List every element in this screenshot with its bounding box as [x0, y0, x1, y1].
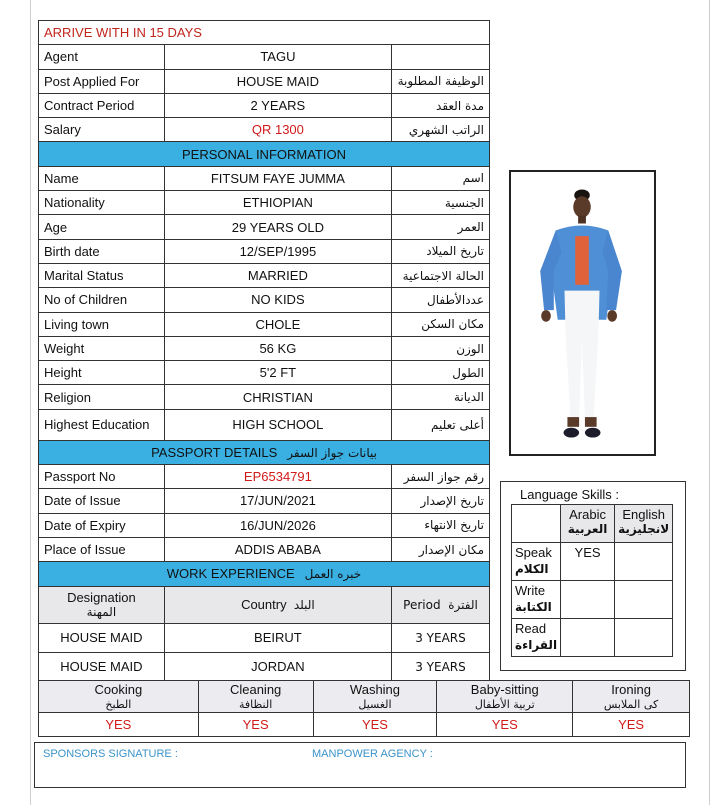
language-header-row: [512, 505, 673, 543]
personal-row: [39, 288, 490, 312]
duty-label: Cleaning: [229, 681, 282, 697]
period-header-arabic: الفترة: [448, 597, 478, 612]
language-col-label: Arabic: [569, 507, 606, 522]
field-label-arabic: مكان الإصدار: [391, 537, 489, 561]
personal-row: [39, 166, 490, 190]
duty-label-arabic: الغسيل: [358, 697, 392, 711]
field-value: ETHIOPIAN: [164, 191, 391, 215]
work-experience-banner: [39, 562, 490, 586]
passport-row: [39, 537, 490, 561]
field-label: Contract Period: [39, 93, 165, 117]
field-value: 29 YEARS OLD: [164, 215, 391, 239]
skill-level-english: [615, 619, 673, 657]
manpower-agency-label: MANPOWER AGENCY :: [312, 748, 433, 760]
field-label-arabic: الحالة الاجتماعية: [391, 263, 489, 287]
skill-label-arabic: القراءة: [515, 638, 558, 652]
personal-info-banner: PERSONAL INFORMATION: [39, 142, 490, 166]
work-banner-row: [39, 562, 490, 586]
duty-label: Cooking: [94, 681, 143, 697]
field-value: 56 KG: [164, 336, 391, 360]
field-label-arabic: اسم: [391, 166, 489, 190]
field-label-arabic: الوظيفة المطلوبة: [391, 69, 489, 93]
personal-row: [39, 312, 490, 336]
duty-label-arabic: النظافة: [239, 697, 273, 711]
duty-label-arabic: کی الملابس: [603, 697, 659, 711]
field-value: HIGH SCHOOL: [164, 409, 391, 440]
field-label: Name: [39, 166, 165, 190]
language-col-arabic: [561, 505, 615, 543]
field-value: CHRISTIAN: [164, 385, 391, 409]
language-col-english: [615, 505, 673, 543]
applicant-photo: [509, 170, 656, 456]
salary-value: QR 1300: [164, 118, 391, 142]
field-value: 12/SEP/1995: [164, 239, 391, 263]
field-value: CHOLE: [164, 312, 391, 336]
skill-level-english: [615, 543, 673, 581]
duty-label-arabic: الطبخ: [105, 697, 132, 711]
field-label-arabic: الجنسية: [391, 191, 489, 215]
field-value: 16/JUN/2026: [164, 513, 391, 537]
field-value: 17/JUN/2021: [164, 489, 391, 513]
field-label-arabic: مدة العقد: [391, 93, 489, 117]
passport-row: [39, 465, 490, 489]
duties-table: [38, 680, 690, 737]
field-label: Highest Education: [39, 409, 165, 440]
personal-row: [39, 215, 490, 239]
personal-row: [39, 385, 490, 409]
field-label-arabic: الديانة: [391, 385, 489, 409]
field-label: Date of Issue: [39, 489, 165, 513]
field-value: 2 YEARS: [164, 93, 391, 117]
skill-level-arabic: [561, 581, 615, 619]
period-header: [391, 586, 489, 623]
work-period: 3 YEARS: [391, 652, 489, 681]
field-label-arabic: رقم جواز السفر: [391, 465, 489, 489]
language-skills-box: [500, 481, 686, 671]
applicant-details-table: [38, 20, 490, 682]
arrive-row: [39, 21, 490, 45]
skill-label-arabic: الكتابة: [515, 600, 552, 614]
field-value: MARRIED: [164, 263, 391, 287]
country-header-label: Country: [241, 597, 287, 613]
field-label-arabic: تاريخ الميلاد: [391, 239, 489, 263]
passport-row: [39, 489, 490, 513]
duty-label-arabic: تربية الأطفال: [474, 697, 535, 711]
field-label-arabic: أعلى تعليم: [391, 409, 489, 440]
field-label-arabic: العمر: [391, 215, 489, 239]
sponsor-signature-label: SPONSORS SIGNATURE :: [43, 748, 178, 760]
language-corner-cell: [512, 505, 561, 543]
field-label: Place of Issue: [39, 537, 165, 561]
work-row: [39, 623, 490, 652]
field-label: Religion: [39, 385, 165, 409]
field-label: Birth date: [39, 239, 165, 263]
duty-cleaning-header: [198, 681, 313, 713]
field-label-arabic: الطول: [391, 361, 489, 385]
personal-row: [39, 263, 490, 287]
work-designation: HOUSE MAID: [39, 652, 165, 681]
field-label: Date of Expiry: [39, 513, 165, 537]
field-label: Age: [39, 215, 165, 239]
skill-label: [512, 543, 561, 581]
work-banner-title-arabic: خبره العمل: [304, 567, 362, 582]
skill-level-english: [615, 581, 673, 619]
field-label: Passport No: [39, 465, 165, 489]
personal-banner-row: [39, 142, 490, 166]
field-label-arabic: [391, 45, 489, 69]
skill-label-english: Speak: [515, 545, 552, 560]
language-col-label: English: [622, 507, 665, 522]
skill-label-english: Write: [515, 583, 546, 598]
period-header-label: Period: [403, 597, 441, 612]
job-row: [39, 93, 490, 117]
duty-cooking-header: [39, 681, 199, 713]
field-value: TAGU: [164, 45, 391, 69]
arrive-notice: ARRIVE WITH IN 15 DAYS: [39, 21, 490, 45]
field-label: Marital Status: [39, 263, 165, 287]
field-value: NO KIDS: [164, 288, 391, 312]
duties-value-row: [39, 713, 690, 737]
job-row: [39, 118, 490, 142]
field-label: Salary: [39, 118, 165, 142]
duty-label: Ironing: [611, 681, 651, 697]
duties-header-row: [39, 681, 690, 713]
applicant-photo-illustration: [511, 172, 654, 454]
field-label-arabic: مكان السكن: [391, 312, 489, 336]
passport-banner: [39, 440, 490, 464]
field-label: Post Applied For: [39, 69, 165, 93]
work-banner-title: WORK EXPERIENCE: [166, 566, 295, 582]
field-label: Nationality: [39, 191, 165, 215]
language-skills-table: [511, 504, 673, 657]
duty-ironing-value: YES: [573, 713, 690, 737]
duty-label: Baby-sitting: [470, 681, 539, 697]
work-country: BEIRUT: [164, 623, 391, 652]
skill-label: [512, 619, 561, 657]
duty-ironing-header: [573, 681, 690, 713]
field-value: FITSUM FAYE JUMMA: [164, 166, 391, 190]
duty-label: Washing: [349, 681, 401, 697]
work-period: 3 YEARS: [391, 623, 489, 652]
job-row: [39, 69, 490, 93]
field-label-arabic: تاريخ الإصدار: [391, 489, 489, 513]
personal-row: [39, 191, 490, 215]
field-label: No of Children: [39, 288, 165, 312]
passport-number-value: EP6534791: [164, 465, 391, 489]
passport-banner-title: PASSPORT DETAILS: [151, 444, 278, 460]
language-skills-title: Language Skills :: [520, 487, 620, 502]
personal-row: [39, 361, 490, 385]
work-designation: HOUSE MAID: [39, 623, 165, 652]
passport-banner-row: [39, 440, 490, 464]
duty-babysitting-header: [437, 681, 573, 713]
designation-header-label: Designation: [67, 589, 136, 605]
field-label-arabic: الراتب الشهري: [391, 118, 489, 142]
field-value: HOUSE MAID: [164, 69, 391, 93]
language-row-speak: [512, 543, 673, 581]
passport-row: [39, 513, 490, 537]
duty-cleaning-value: YES: [198, 713, 313, 737]
job-row: [39, 45, 490, 69]
personal-row: [39, 239, 490, 263]
personal-row: [39, 409, 490, 440]
country-header-arabic: البلد: [293, 598, 315, 613]
field-label-arabic: تاريخ الانتهاء: [391, 513, 489, 537]
field-label: Weight: [39, 336, 165, 360]
language-col-label-arabic: العربية: [567, 522, 608, 536]
language-row-write: [512, 581, 673, 619]
signature-box: [34, 742, 686, 788]
field-label: Height: [39, 361, 165, 385]
field-label-arabic: الوزن: [391, 336, 489, 360]
designation-header-arabic: المهنة: [86, 604, 117, 619]
skill-level-arabic: YES: [561, 543, 615, 581]
designation-header: [39, 586, 165, 623]
work-row: [39, 652, 490, 681]
field-label: Living town: [39, 312, 165, 336]
skill-label-english: Read: [515, 621, 547, 636]
duty-washing-header: [313, 681, 437, 713]
skill-label: [512, 581, 561, 619]
language-col-label-arabic: لانجليزية: [618, 522, 670, 536]
field-value: 5'2 FT: [164, 361, 391, 385]
work-country: JORDAN: [164, 652, 391, 681]
language-row-read: [512, 619, 673, 657]
field-value: ADDIS ABABA: [164, 537, 391, 561]
field-label: Agent: [39, 45, 165, 69]
field-label-arabic: عددالأطفال: [391, 288, 489, 312]
passport-banner-title-arabic: بيانات جواز السفر: [287, 445, 377, 460]
skill-level-arabic: [561, 619, 615, 657]
duty-cooking-value: YES: [39, 713, 199, 737]
work-header-row: [39, 586, 490, 623]
country-header: [164, 586, 391, 623]
duty-washing-value: YES: [313, 713, 437, 737]
skill-label-arabic: الكلام: [515, 562, 549, 576]
duty-babysitting-value: YES: [437, 713, 573, 737]
personal-row: [39, 336, 490, 360]
